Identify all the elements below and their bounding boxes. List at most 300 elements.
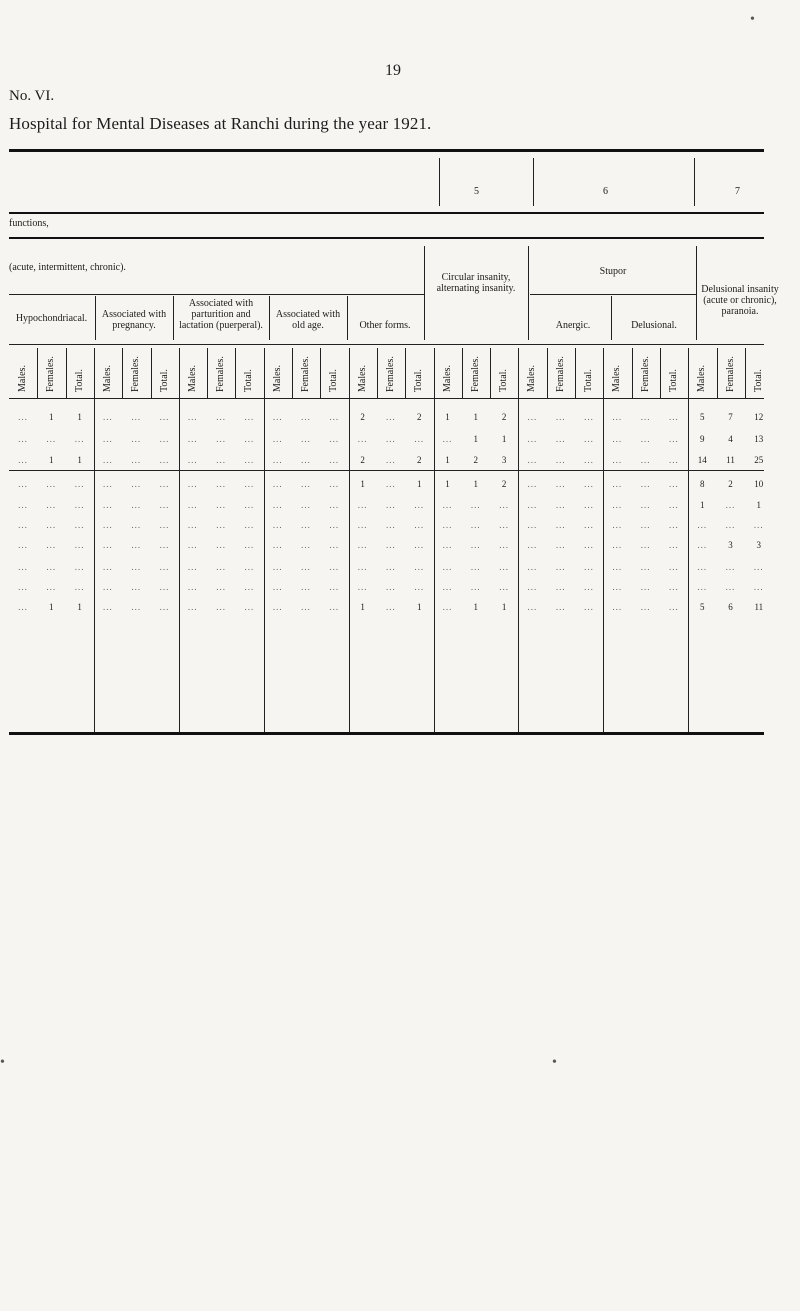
column-subheader: Males. [186,365,198,392]
table-cell: 1 [473,602,479,612]
table-cell: ... [187,562,198,572]
table-cell: ... [329,500,340,510]
table-cell: ... [386,540,396,550]
table-cell: ... [159,434,170,444]
table-cell: ... [612,562,623,572]
column-subheader: Males. [101,365,113,392]
table-cell: ... [555,479,566,489]
table-cell: ... [187,520,198,530]
table-cell: ... [357,434,368,444]
table-cell: ... [386,434,396,444]
column-subheader: Males. [17,365,28,392]
column-subheader: Males. [526,365,538,392]
table-cell: ... [612,479,623,489]
table-cell: 2 [501,479,507,489]
table-cell: ... [612,602,623,612]
header-acute-group: (acute, intermittent, chronic). [9,262,126,273]
column-rule [462,348,463,398]
table-cell: ... [442,434,453,444]
table-cell: ... [329,434,340,444]
table-cell: ... [555,434,566,444]
table-cell: ... [244,562,255,572]
table-cell: ... [18,479,28,489]
table-cell: 1 [756,500,762,510]
scan-speck: • [0,1055,5,1070]
table-cell: 1 [416,602,422,612]
divider [533,158,534,206]
table-cell: ... [470,582,481,592]
table-cell: ... [272,500,283,510]
divider [269,296,270,340]
table-cell: ... [640,412,651,422]
header-circular: Circular insanity, alternating insanity. [436,272,516,294]
column-subheader: Males. [441,365,453,392]
table-cell: ... [414,520,425,530]
table-cell: 1 [501,602,507,612]
table-cell: ... [753,582,764,592]
table-cell: ... [357,520,368,530]
table-cell: ... [357,500,368,510]
column-rule [66,348,67,398]
table-cell: ... [584,582,594,592]
table-cell: ... [527,455,538,465]
table-cell: 1 [473,434,479,444]
table-cell: ... [74,520,85,530]
table-cell: ... [103,455,113,465]
table-cell: ... [612,540,623,550]
table-cell: ... [640,455,651,465]
table-cell: ... [442,602,453,612]
divider [424,246,425,340]
table-cell: ... [187,540,198,550]
column-subheader: Total. [583,369,594,392]
header-other-forms: Other forms. [359,320,411,331]
table-cell: ... [725,520,736,530]
divider [95,296,96,340]
table-cell: ... [414,434,425,444]
table-cell: ... [18,500,28,510]
table-cell: ... [159,540,170,550]
table-cell: ... [584,412,594,422]
table-cell: ... [329,582,340,592]
table-cell: ... [442,520,453,530]
column-rule [717,348,718,398]
table-cell: 1 [77,455,82,465]
table-cell: ... [414,540,425,550]
table-cell: 2 [416,412,422,422]
table-cell: ... [414,562,425,572]
column-subheader: Females. [469,356,481,392]
table-cell: 1 [360,479,365,489]
table-cell: ... [499,500,509,510]
column-number-7: 7 [735,186,740,197]
table-cell: ... [669,434,679,444]
table-cell: ... [640,434,651,444]
header-pregnancy: Associated with pregnancy. [101,309,167,331]
table-cell: ... [669,520,679,530]
table-cell: 11 [726,455,735,465]
table-cell: ... [103,520,113,530]
table-cell: ... [669,602,679,612]
table-cell: ... [46,520,57,530]
table-cell: ... [272,455,283,465]
table-cell: ... [103,540,113,550]
table-cell: ... [329,455,340,465]
table-cell: ... [357,540,368,550]
table-cell: ... [640,500,651,510]
table-cell: ... [216,562,226,572]
column-rule [207,348,208,398]
table-cell: ... [442,562,453,572]
table-cell: ... [640,582,651,592]
table-cell: ... [46,434,57,444]
table-cell: ... [216,434,226,444]
table-cell: ... [131,520,142,530]
divider [696,246,697,340]
table-cell: ... [386,602,396,612]
table-cell: ... [159,520,170,530]
table-cell: ... [612,500,623,510]
table-cell: ... [669,412,679,422]
table-cell: ... [103,500,113,510]
column-rule [490,348,491,398]
table-cell: ... [131,434,142,444]
column-rule [603,348,604,734]
table-cell: ... [244,602,255,612]
table-cell: 3 [501,455,507,465]
table-cell: ... [499,520,509,530]
table-cell: ... [18,582,28,592]
column-rule [179,348,180,734]
divider [9,398,764,399]
column-subheader: Females. [639,356,651,392]
table-cell: ... [244,582,255,592]
table-cell: ... [584,434,594,444]
column-subheader: Females. [300,356,311,392]
table-cell: 13 [754,434,764,444]
table-cell: ... [187,455,198,465]
table-cell: ... [74,434,85,444]
table-cell: 2 [360,412,365,422]
divider [694,158,695,206]
table-cell: ... [301,540,311,550]
table-cell: ... [386,520,396,530]
table-cell: ... [74,540,85,550]
table-cell: ... [442,582,453,592]
divider [9,237,764,239]
table-cell: 2 [728,479,733,489]
divider [9,212,764,214]
table-cell: ... [697,562,708,572]
table-cell: ... [18,412,28,422]
table-cell: ... [159,602,170,612]
table-cell: ... [216,500,226,510]
bottom-rule [9,732,764,735]
column-subheader: Total. [498,369,510,392]
table-cell: ... [527,602,538,612]
column-subheader: Males. [271,365,283,392]
table-cell: ... [612,412,623,422]
table-cell: ... [499,540,509,550]
table-cell: ... [272,540,283,550]
column-subheader: Total. [73,369,85,392]
table-cell: ... [46,479,57,489]
table-cell: ... [329,540,340,550]
table-cell: 6 [728,602,733,612]
table-cell: ... [272,602,283,612]
table-cell: ... [187,479,198,489]
table-cell: ... [272,582,283,592]
table-cell: ... [584,500,594,510]
table-cell: ... [640,479,651,489]
column-rule [660,348,661,398]
table-cell: ... [386,479,396,489]
divider [530,294,696,295]
table-cell: ... [301,412,311,422]
table-cell: ... [555,455,566,465]
column-rule [745,348,746,398]
table-cell: ... [527,434,538,444]
table-cell: ... [103,602,113,612]
table-cell: ... [216,412,226,422]
table-cell: ... [527,412,538,422]
table-cell: ... [414,500,425,510]
table-cell: ... [272,434,283,444]
table-cell: ... [187,500,198,510]
table-cell: ... [131,602,142,612]
table-cell: ... [470,540,481,550]
document-title: Hospital for Mental Diseases at Ranchi during the year 1921. [9,114,432,133]
table-cell: 7 [728,412,733,422]
column-rule [405,348,406,398]
divider [9,294,424,295]
table-cell: ... [187,602,198,612]
table-cell: 1 [473,412,479,422]
table-cell: 14 [697,455,707,465]
table-cell: ... [244,500,255,510]
table-cell: ... [131,455,142,465]
scan-speck: • [552,1055,557,1070]
table-cell: 1 [699,500,705,510]
table-cell: ... [584,540,594,550]
table-cell: ... [527,479,538,489]
table-cell: ... [216,479,226,489]
column-subheader: Total. [752,369,764,392]
table-cell: ... [499,582,509,592]
table-cell: ... [159,562,170,572]
scan-speck: • [750,12,755,27]
column-rule [292,348,293,398]
table-cell: ... [46,540,57,550]
table-cell: 2 [501,412,507,422]
table-cell: ... [669,500,679,510]
table-cell: ... [301,602,311,612]
column-subheader: Females. [215,356,227,392]
header-delusional-insanity: Delusional insanity (acute or chronic), paranoia. [701,284,779,317]
table-cell: 1 [445,479,450,489]
table-cell: ... [301,434,311,444]
table-cell: ... [329,479,340,489]
table-cell: 9 [699,434,705,444]
table-cell: ... [159,479,170,489]
table-cell: ... [46,500,57,510]
table-cell: ... [753,520,764,530]
table-cell: ... [74,582,85,592]
table-cell: ... [103,479,113,489]
table-cell: ... [386,582,396,592]
table-cell: ... [18,455,28,465]
table-cell: ... [103,412,113,422]
column-subheader: Females. [554,356,566,392]
table-cell: ... [527,540,538,550]
table-cell: ... [272,520,283,530]
table-cell: ... [527,562,538,572]
total-row-rule [9,470,764,471]
header-old-age: Associated with old age. [275,309,341,331]
table-cell: ... [329,412,340,422]
table-cell: 5 [699,412,705,422]
column-rule [547,348,548,398]
divider [611,296,612,340]
table-cell: ... [131,540,142,550]
divider [528,246,529,340]
table-cell: ... [725,500,736,510]
table-cell: ... [386,500,396,510]
table-cell: ... [216,520,226,530]
table-cell: ... [640,562,651,572]
table-cell: ... [697,540,708,550]
table-cell: ... [272,412,283,422]
table-cell: ... [131,500,142,510]
table-cell: 1 [473,479,479,489]
table-cell: ... [216,582,226,592]
column-subheader: Females. [384,356,396,392]
table-cell: ... [301,582,311,592]
column-subheader: Females. [724,356,736,392]
column-subheader: Females. [45,356,57,392]
divider [173,296,174,340]
table-cell: ... [612,520,623,530]
table-cell: 2 [473,455,479,465]
column-subheader: Males. [696,365,708,392]
table-cell: ... [753,562,764,572]
column-subheader: Total. [158,369,170,392]
table-cell: ... [244,540,255,550]
table-cell: ... [103,434,113,444]
table-cell: ... [18,540,28,550]
column-rule [632,348,633,398]
table-cell: 5 [699,602,705,612]
table-cell: ... [244,520,255,530]
table-cell: ... [216,455,226,465]
column-subheader: Total. [667,369,679,392]
divider [347,296,348,340]
table-cell: ... [357,582,368,592]
table-cell: ... [301,500,311,510]
table-cell: ... [669,455,679,465]
table-cell: ... [301,479,311,489]
table-cell: ... [159,412,170,422]
table-cell: 2 [360,455,365,465]
column-rule [349,348,350,734]
header-stupor: Stupor [599,266,627,277]
table-cell: ... [470,500,481,510]
column-subheader: Total. [413,369,425,392]
table-cell: ... [244,412,255,422]
column-number-5: 5 [474,186,479,197]
column-rule [235,348,236,398]
document-number: No. VI. [9,88,55,104]
column-rule [264,348,265,734]
table-cell: ... [131,562,142,572]
table-cell: ... [527,500,538,510]
table-cell: ... [555,540,566,550]
table-cell: 1 [445,455,450,465]
table-cell: ... [244,455,255,465]
table-cell: ... [584,455,594,465]
table-cell: ... [555,582,566,592]
table-cell: 1 [77,602,82,612]
table-cell: ... [555,412,566,422]
table-cell: 1 [49,455,54,465]
table-cell: ... [555,520,566,530]
table-cell: ... [301,455,311,465]
table-cell: ... [527,582,538,592]
table-cell: 1 [49,602,54,612]
table-cell: ... [612,455,623,465]
table-cell: ... [46,582,57,592]
table-cell: ... [555,602,566,612]
column-rule [575,348,576,398]
table-cell: ... [131,412,142,422]
table-cell: ... [527,520,538,530]
table-cell: ... [18,562,28,572]
column-rule [122,348,123,398]
table-cell: 4 [728,434,733,444]
column-rule [434,348,435,734]
table-cell: ... [386,562,396,572]
table-cell: ... [301,520,311,530]
table-cell: ... [442,540,453,550]
table-cell: ... [470,562,481,572]
table-cell: ... [725,582,736,592]
table-cell: ... [103,562,113,572]
table-cell: ... [159,500,170,510]
column-rule [518,348,519,734]
table-cell: ... [499,562,509,572]
table-cell: 3 [756,540,762,550]
table-cell: ... [74,479,85,489]
table-cell: ... [244,434,255,444]
header-anergic: Anergic. [555,320,591,331]
column-number-6: 6 [603,186,608,197]
table-cell: ... [272,562,283,572]
table-cell: 1 [416,479,422,489]
table-cell: ... [301,562,311,572]
table-cell: ... [74,500,85,510]
top-rule [9,149,764,152]
table-cell: 2 [416,455,422,465]
column-subheader: Females. [130,356,142,392]
column-rule [377,348,378,398]
table-cell: ... [216,540,226,550]
table-cell: ... [697,520,708,530]
table-cell: ... [555,500,566,510]
column-rule [688,348,689,734]
header-parturition: Associated with parturition and lactation (puerperal). [179,298,263,331]
table-cell: ... [187,582,198,592]
table-cell: ... [18,602,28,612]
